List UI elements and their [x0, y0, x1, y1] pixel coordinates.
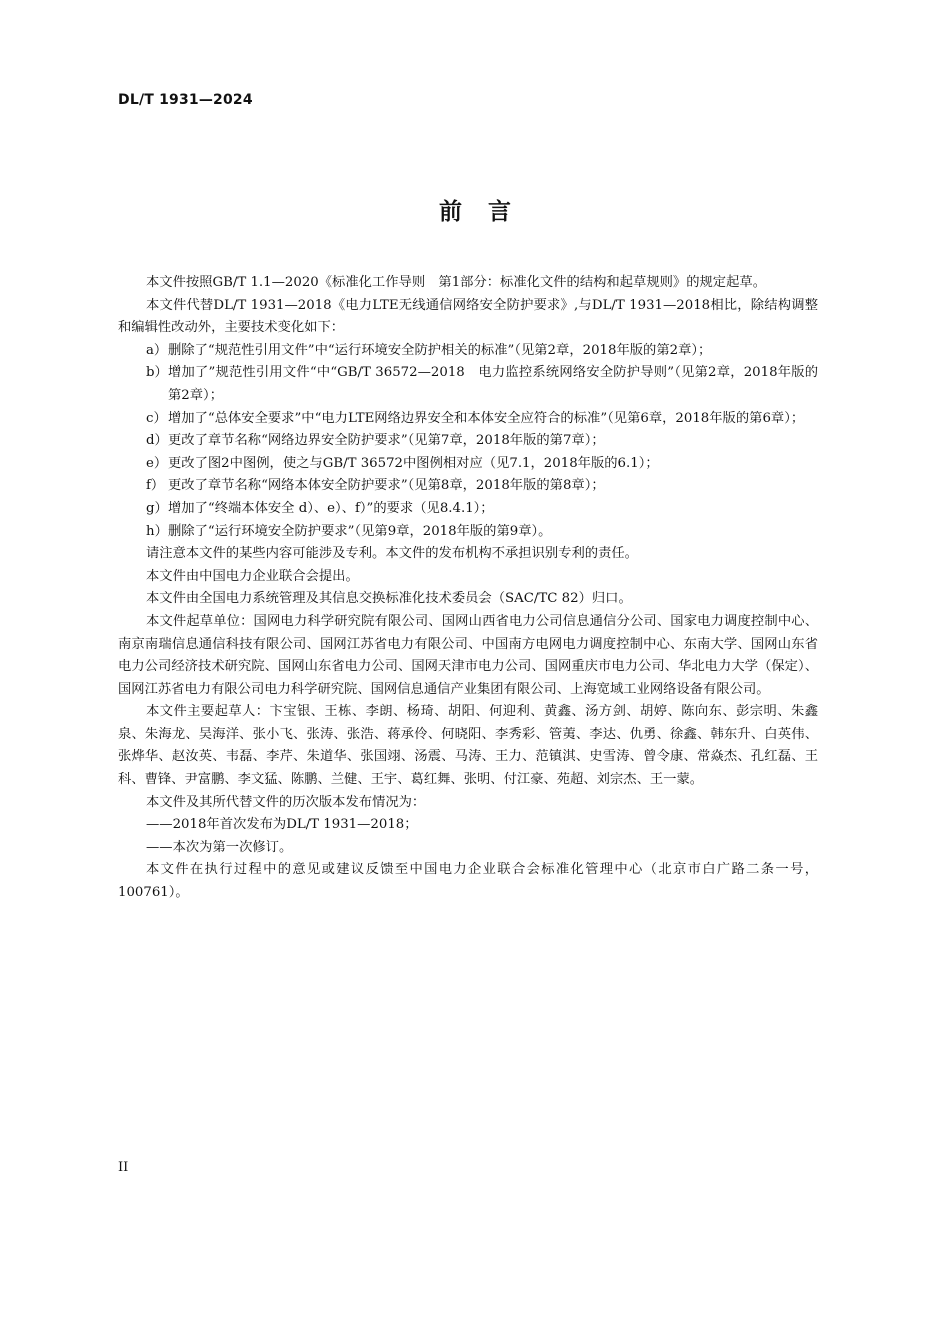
paragraph-revision: ——本次为第一次修订。: [146, 839, 293, 855]
paragraph-patent-notice: 请注意本文件的某些内容可能涉及专利。本文件的发布机构不承担识别专利的责任。: [146, 546, 638, 562]
paragraph-proposed-by: 本文件由中国电力企业联合会提出。: [146, 568, 359, 584]
change-label: f）: [146, 478, 165, 494]
change-item-h: [118, 521, 818, 544]
change-text: 增加了“终端本体安全 d）、e）、f）”的要求（见8.4.1）；: [168, 500, 494, 516]
paragraph-administered-by: 本文件由全国电力系统管理及其信息交换标准化技术委员会（SAC/TC 82）归口。: [146, 591, 632, 607]
paragraph-drafters: 本文件主要起草人：卞宝银、王栋、李朗、杨琦、胡阳、何迎利、黄鑫、汤方剑、胡婷、陈向东、彭宗明、朱鑫泉、朱海龙、吴海洋、张小飞、张涛、张浩、蒋承伶、何晓阳、李秀彩、管荑、李达、仇勇、徐鑫、韩东升、白英伟、张烨华、赵汝英、韦磊、李芹、朱道华、张国翊、汤震、马涛、王力、范镇淇、史雪涛、曾令康、常焱杰、孔红磊、王科、曹锋、尹富鹏、李文猛、陈鹏、兰健、王宇、葛红舞、张明、付江豪、苑超、刘宗杰、王一蒙。: [118, 704, 818, 788]
change-label: d）: [146, 433, 168, 449]
change-item-e: [118, 453, 818, 476]
change-label: e）: [146, 455, 168, 471]
change-label: c）: [146, 410, 167, 426]
change-text: 更改了图2中图例，使之与GB/T 36572中图例相对应（见7.1，2018年版的6.1）；: [168, 455, 659, 471]
change-text: 更改了章节名称“网络本体安全防护要求”（见第8章，2018年版的第8章）；: [168, 478, 605, 494]
paragraph-drafting-units: 本文件起草单位：国网电力科学研究院有限公司、国网山西省电力公司信息通信分公司、国家电力调度控制中心、南京南瑞信息通信科技有限公司、国网江苏省电力有限公司、中国南方电网电力调度控制中心、东南大学、国网山东省电力公司经济技术研究院、国网山东省电力公司、国网天津市电力公司、国网重庆市电力公司、华北电力大学（保定）、国网江苏省电力有限公司电力科学研究院、国网信息通信产业集团有限公司、上海宽域工业网络设备有限公司。: [118, 613, 818, 697]
foreword-body: [118, 272, 818, 905]
change-label: a）: [146, 342, 168, 358]
change-text: 增加了”规范性引用文件“中“GB/T 36572—2018 电力监控系统网络安全防护导则”（见第2章，2018年版的第2章）；: [168, 365, 818, 403]
change-item-b: [118, 362, 818, 407]
change-item-g: [118, 498, 818, 521]
paragraph-drafting-rules: 本文件按照GB/T 1.1—2020《标准化工作导则 第1部分：标准化文件的结构和起草规则》的规定起草。: [146, 275, 766, 290]
change-item-a: [118, 340, 818, 363]
change-item-c: [118, 408, 818, 431]
page-number: II: [118, 1160, 129, 1175]
paragraph-replaces: 本文件代替DL/T 1931—2018《电力LTE无线通信网络安全防护要求》,与DL/T 1931—2018相比，除结构调整和编辑性改动外，主要技术变化如下：: [118, 297, 818, 336]
paragraph-first-release: ——2018年首次发布为DL/T 1931—2018；: [146, 817, 418, 833]
change-text: 删除了“运行环境安全防护要求”（见第9章，2018年版的第9章）。: [168, 523, 552, 539]
document-code: DL/T 1931—2024: [118, 92, 253, 108]
change-label: g）: [146, 500, 168, 516]
change-item-f: [118, 475, 818, 498]
paragraph-version-history: 本文件及其所代替文件的历次版本发布情况为：: [146, 794, 426, 810]
change-text: 删除了“规范性引用文件”中“运行环境安全防护相关的标准”（见第2章，2018年版的第2章）；: [168, 342, 712, 358]
change-item-d: [118, 430, 818, 453]
change-text: 更改了章节名称“网络边界安全防护要求”（见第7章，2018年版的第7章）；: [168, 433, 605, 449]
page-title: 前言: [439, 199, 537, 225]
paragraph-feedback: 本文件在执行过程中的意见或建议反馈至中国电力企业联合会标准化管理中心（北京市白广路二条一号，100761）。: [118, 862, 818, 901]
change-text: 增加了“总体安全要求”中“电力LTE网络边界安全和本体安全应符合的标准”（见第6章，2018年版的第6章）；: [168, 410, 805, 426]
change-label: b）: [146, 365, 168, 381]
change-label: h）: [146, 523, 168, 539]
